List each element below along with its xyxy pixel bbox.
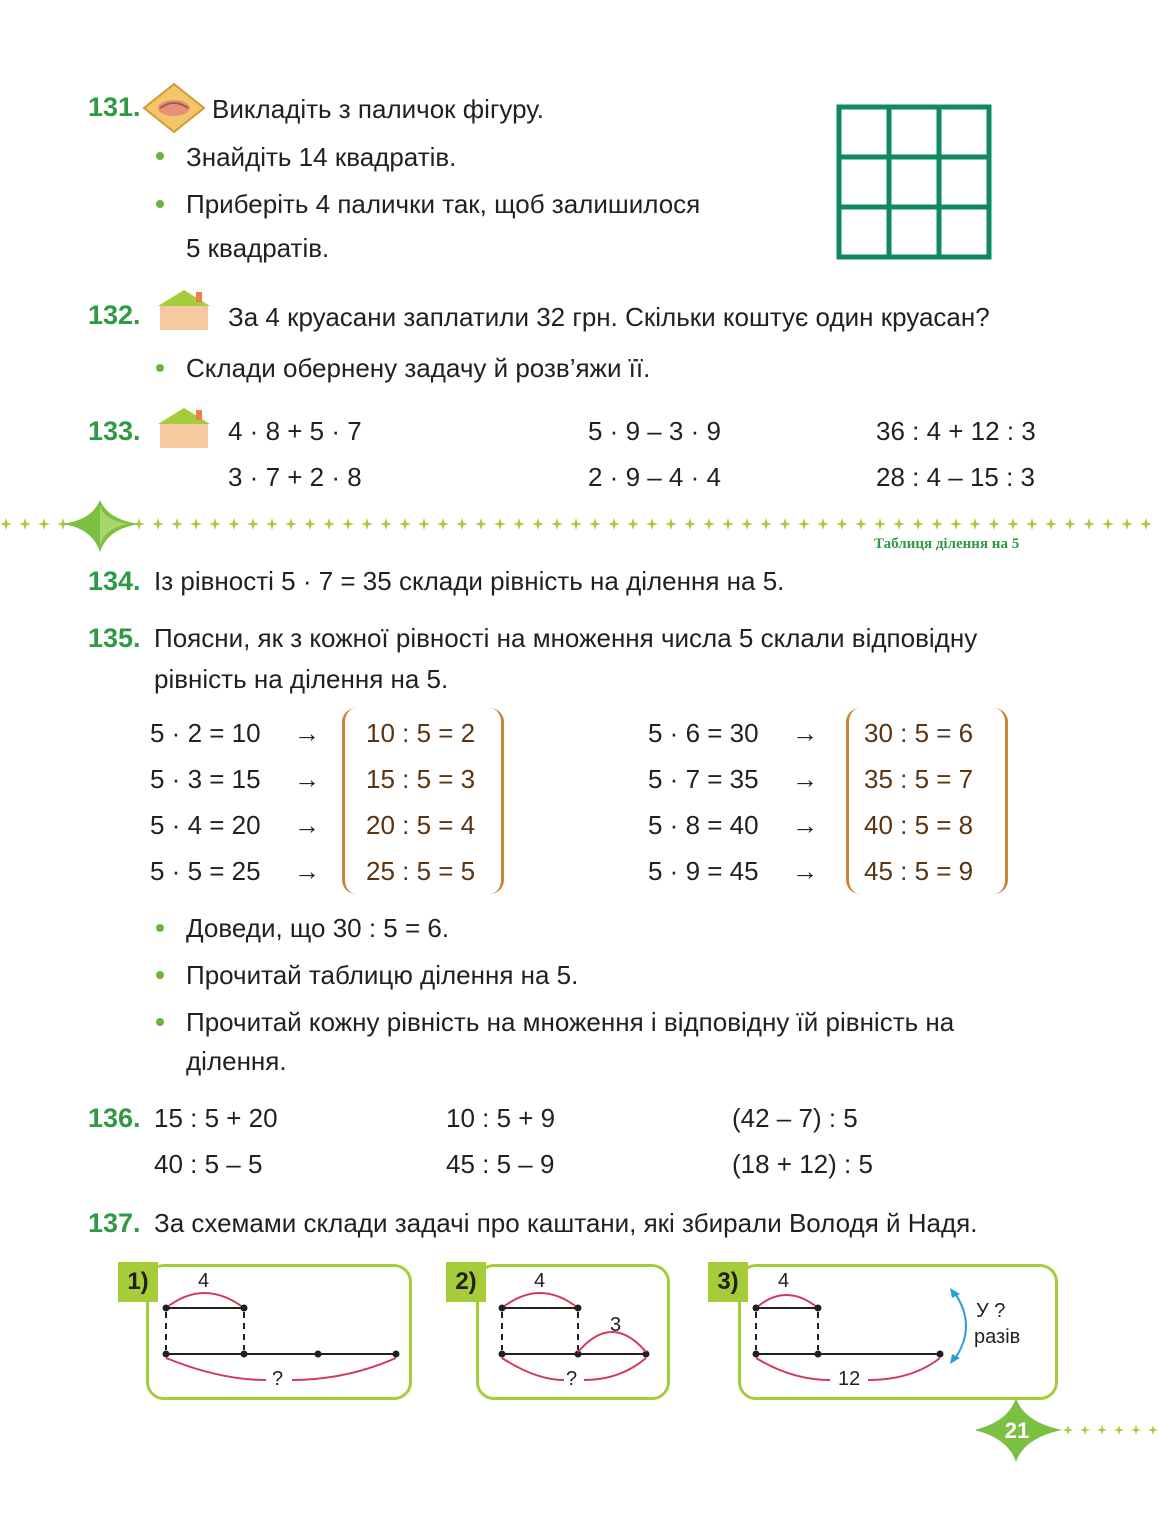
star-dot-icon: [380, 518, 392, 530]
bullet-dot: [156, 152, 164, 160]
div-equation: 40 : 5 = 8: [864, 810, 974, 840]
exercise-131-bullet-2-line-2: 5 квадратів.: [186, 233, 330, 263]
star-dot-icon: [1080, 1425, 1090, 1435]
star-dot-icon: [893, 518, 905, 530]
star-dot-icon: [532, 518, 544, 530]
star-dot-icon: [684, 518, 696, 530]
star-dot-icon: [817, 518, 829, 530]
mult-equation: 5 · 4 = 20: [150, 810, 261, 840]
exercise-135-bullet-1: Доведи, що 30 : 5 = 6.: [186, 913, 450, 943]
star-dot-icon: [19, 518, 31, 530]
star-dot-icon: [950, 518, 962, 530]
star-dot-icon: [1114, 1425, 1124, 1435]
mult-equation: 5 · 6 = 30: [648, 718, 759, 748]
exercise-135-bullet-3-line-1: Прочитай кожну рівність на множення і відповідну їй рівність на: [186, 1007, 955, 1037]
arrow-icon: →: [294, 856, 320, 886]
exercise-131-number: 131.: [88, 92, 141, 122]
star-dot-icon: [342, 518, 354, 530]
star-dot-icon: [494, 518, 506, 530]
exercise-135-bullet-3-line-2: ділення.: [186, 1046, 287, 1076]
scheme-3-top-label: 4: [778, 1270, 790, 1292]
star-dot-icon: [475, 518, 487, 530]
star-dot-icon: [323, 518, 335, 530]
star-dot-icon: [304, 518, 316, 530]
star-dot-icon: [551, 518, 563, 530]
scheme-2-extra-label: 3: [610, 1314, 622, 1336]
mult-equation: 5 · 7 = 35: [648, 764, 759, 794]
star-dot-icon: [418, 518, 430, 530]
star-dot-icon: [779, 518, 791, 530]
expression: 3 · 7 + 2 · 8: [228, 462, 362, 492]
mult-equation: 5 · 2 = 10: [150, 718, 261, 748]
star-dot-icon: [513, 518, 525, 530]
scheme-3-side-label-2: разів: [974, 1326, 1021, 1348]
page-number: 21: [1004, 1418, 1030, 1443]
div-equation: 25 : 5 = 5: [366, 856, 476, 886]
div-equation: 45 : 5 = 9: [864, 856, 974, 886]
star-dot-icon: [1026, 518, 1038, 530]
exercise-135-line-1: Поясни, як з кожної рівності на множення числа 5 склали відповідну: [154, 623, 978, 653]
star-dot-icon: [1131, 1425, 1141, 1435]
arrow-icon: →: [792, 810, 818, 840]
exercise-132-text: За 4 круасани заплатили 32 грн. Скільки коштує один круасан?: [228, 302, 990, 332]
star-dot-icon: [171, 518, 183, 530]
house-icon: [154, 286, 214, 332]
star-dot-icon: [1083, 518, 1095, 530]
handshake-icon: [142, 82, 206, 134]
star-dot-icon: [760, 518, 772, 530]
star-dot-icon: [931, 518, 943, 530]
exercise-131-title: Викладіть з паличок фігуру.: [212, 94, 544, 124]
star-dot-icon: [1064, 518, 1076, 530]
div-equation: 30 : 5 = 6: [864, 718, 974, 748]
stick-grid-figure: [836, 104, 994, 262]
star-dot-icon: [456, 518, 468, 530]
star-dot-icon: [1102, 518, 1114, 530]
div-equation: 15 : 5 = 3: [366, 764, 476, 794]
star-dot-icon: [589, 518, 601, 530]
star-dot-icon: [627, 518, 639, 530]
star-dot-icon: [798, 518, 810, 530]
star-dot-icon: [646, 518, 658, 530]
star-dot-icon: [209, 518, 221, 530]
bullet-dot: [156, 924, 164, 932]
exercise-135-line-2: рівність на ділення на 5.: [154, 664, 449, 694]
star-dot-icon: [1140, 518, 1152, 530]
arrow-icon: →: [792, 856, 818, 886]
star-dot-icon: [38, 518, 50, 530]
expression: 40 : 5 – 5: [154, 1149, 263, 1179]
star-dot-icon: [836, 518, 848, 530]
scheme-2-top-label: 4: [534, 1270, 546, 1292]
star-dot-icon: [1045, 518, 1057, 530]
star-dot-icon: [152, 518, 164, 530]
star-dot-icon: [1007, 518, 1019, 530]
star-dot-icon: [570, 518, 582, 530]
star-dot-icon: [361, 518, 373, 530]
arrow-icon: →: [294, 718, 320, 748]
star-dot-icon: [228, 518, 240, 530]
star-dot-icon: [608, 518, 620, 530]
scheme-3-side-label-1: У ?: [976, 1300, 1006, 1322]
star-dot-icon: [266, 518, 278, 530]
mult-equation: 5 · 8 = 40: [648, 810, 759, 840]
expression: 28 : 4 – 15 : 3: [876, 462, 1036, 492]
mult-equation: 5 · 9 = 45: [648, 856, 759, 886]
expression: 15 : 5 + 20: [154, 1103, 278, 1133]
exercise-137-text: За схемами склади задачі про каштани, які збирали Володя й Надя.: [154, 1208, 978, 1238]
exercise-135-bullet-2: Прочитай таблицю ділення на 5.: [186, 960, 579, 990]
scheme-1-top-label: 4: [198, 1270, 210, 1292]
star-dot-icon: [855, 518, 867, 530]
house-icon: [154, 404, 214, 450]
mult-equation: 5 · 3 = 15: [150, 764, 261, 794]
star-dot-icon: [741, 518, 753, 530]
bullet-dot: [156, 1018, 164, 1026]
exercise-135-number: 135.: [88, 623, 141, 653]
arrow-icon: →: [294, 764, 320, 794]
exercise-137-number: 137.: [88, 1208, 141, 1238]
div-equation: 35 : 5 = 7: [864, 764, 974, 794]
star-dot-icon: [247, 518, 259, 530]
div-equation: 10 : 5 = 2: [366, 718, 476, 748]
scheme-2-bottom-label: ?: [566, 1368, 578, 1390]
bullet-dot: [156, 971, 164, 979]
expression: 45 : 5 – 9: [446, 1149, 555, 1179]
star-dot-icon: [0, 518, 12, 530]
expression: (18 + 12) : 5: [732, 1149, 873, 1179]
arrow-icon: →: [792, 764, 818, 794]
exercise-133-number: 133.: [88, 416, 141, 446]
expression: (42 – 7) : 5: [732, 1103, 858, 1133]
scheme-3-tag: 3): [708, 1262, 748, 1302]
star-dot-icon: [1097, 1425, 1107, 1435]
expression: 4 · 8 + 5 · 7: [228, 416, 362, 446]
exercise-132-number: 132.: [88, 300, 141, 330]
star-dot-icon: [437, 518, 449, 530]
scheme-1-bottom-label: ?: [272, 1368, 284, 1390]
star-dot-icon: [399, 518, 411, 530]
star-dot-icon: [912, 518, 924, 530]
bullet-dot: [156, 200, 164, 208]
arrow-icon: →: [294, 810, 320, 840]
star-dot-icon: [1148, 1425, 1158, 1435]
star-dot-icon: [722, 518, 734, 530]
exercise-132-bullet: Склади обернену задачу й розв’яжи її.: [186, 353, 651, 383]
expression: 36 : 4 + 12 : 3: [876, 416, 1036, 446]
star-dot-icon: [703, 518, 715, 530]
star-dot-icon: [1063, 1425, 1073, 1435]
scheme-2-tag: 2): [446, 1262, 486, 1302]
star-dot-icon: [1121, 518, 1133, 530]
exercise-131-bullet-2-line-1: Приберіть 4 палички так, щоб залишилося: [186, 189, 701, 219]
section-header: Таблиця ділення на 5: [874, 536, 1020, 552]
mult-equation: 5 · 5 = 25: [150, 856, 261, 886]
star-dot-icon: [665, 518, 677, 530]
exercise-131-bullet-1: Знайдіть 14 квадратів.: [186, 142, 457, 172]
exercise-134-number: 134.: [88, 566, 141, 596]
star-dot-icon: [190, 518, 202, 530]
div-equation: 20 : 5 = 4: [366, 810, 476, 840]
expression: 10 : 5 + 9: [446, 1103, 556, 1133]
expression: 2 · 9 – 4 · 4: [588, 462, 721, 492]
star-dot-icon: [988, 518, 1000, 530]
star-dot-icon: [969, 518, 981, 530]
star-dot-icon: [874, 518, 886, 530]
scheme-1-tag: 1): [118, 1262, 158, 1302]
exercise-136-number: 136.: [88, 1103, 141, 1133]
scheme-3-bottom-label: 12: [838, 1368, 861, 1390]
bullet-dot: [156, 364, 164, 372]
exercise-134-text: Із рівності 5 · 7 = 35 склади рівність на ділення на 5.: [154, 566, 785, 596]
arrow-icon: →: [792, 718, 818, 748]
star-dot-icon: [285, 518, 297, 530]
expression: 5 · 9 – 3 · 9: [588, 416, 721, 446]
